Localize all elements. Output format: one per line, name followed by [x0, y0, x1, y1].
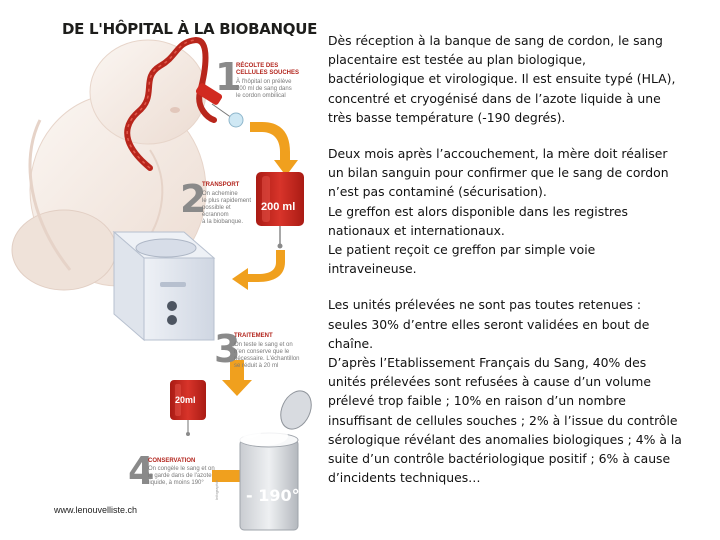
article-text [328, 31, 700, 487]
step-heading: TRAITEMENT [234, 333, 273, 339]
blood-bag-small [170, 380, 206, 436]
step-description: On congèle le sang et on le garde dans de l'azote liquide, à moins 190° [148, 466, 215, 486]
nitrogen-tank [236, 386, 317, 530]
step-number: 2 [180, 177, 207, 221]
infographic-title: DE L'HÔPITAL À LA BIOBANQUE [62, 20, 318, 38]
step-description: À l'hôpital on prélève 200 ml de sang dans le cordon ombilical [236, 79, 292, 99]
step-heading: CONSERVATION [148, 458, 196, 464]
step-number: 1 [215, 55, 242, 99]
blood-bag-large-label: 200 ml [261, 201, 296, 213]
infographic-side-credit: Infographie [214, 479, 219, 500]
step-number: 3 [214, 327, 241, 371]
step-description: On teste le sang et on n'en conserve que le nécessaire. L'échantillon se réduit à 20 ml [234, 342, 300, 369]
step-number: 4 [128, 449, 155, 493]
infographic [0, 0, 320, 540]
paragraph-reception: Dès réception à la banque de sang de cordon, le sang placentaire est testée au plan biologique, bactériologique et virologique. Il est ensuite typé (HLA), concentré et cryogénisé dans de l’azote liquide à une très basse température (-190 degrés). [328, 33, 676, 125]
step-heading: RÉCOLTE DES CELLULES SOUCHES [236, 63, 300, 76]
step-description: On achemine le plus rapidement possible et écrannom à la biobanque. [202, 191, 252, 225]
tank-temperature-label: - 190° [246, 486, 300, 505]
processing-machine [114, 232, 214, 340]
paragraph-followup: Deux mois après l’accouchement, la mère doit réaliser un bilan sanguin pour confirmer que le sang de cordon n’est pas contaminé (sécurisation). Le greffon est alors disponible dans les registres nationaux et internationaux. Le patient reçoit ce greffon par simple voie intraveineuse. [328, 146, 669, 277]
blood-bag-small-label: 20ml [175, 395, 196, 405]
step-heading: TRANSPORT [202, 182, 240, 188]
paragraph-statistics: Les unités prélevées ne sont pas toutes retenues : seules 30% d’entre elles seront validées en bout de chaîne. D’après l’Etablissement Français du Sang, 40% des unités prélevées sont refusées à cause d’un volume prélevé trop faible ; 10% en raison d’un nombre insuffisant de cellules souches ; 2% à l’issue du contrôle sérologique révélant des anomalies biologiques ; 4% à la suite d’un contrôle bactériologique positif ; 6% à cause d’incidents techniques… [328, 297, 682, 486]
source-credit: www.lenouvelliste.ch [54, 505, 138, 515]
